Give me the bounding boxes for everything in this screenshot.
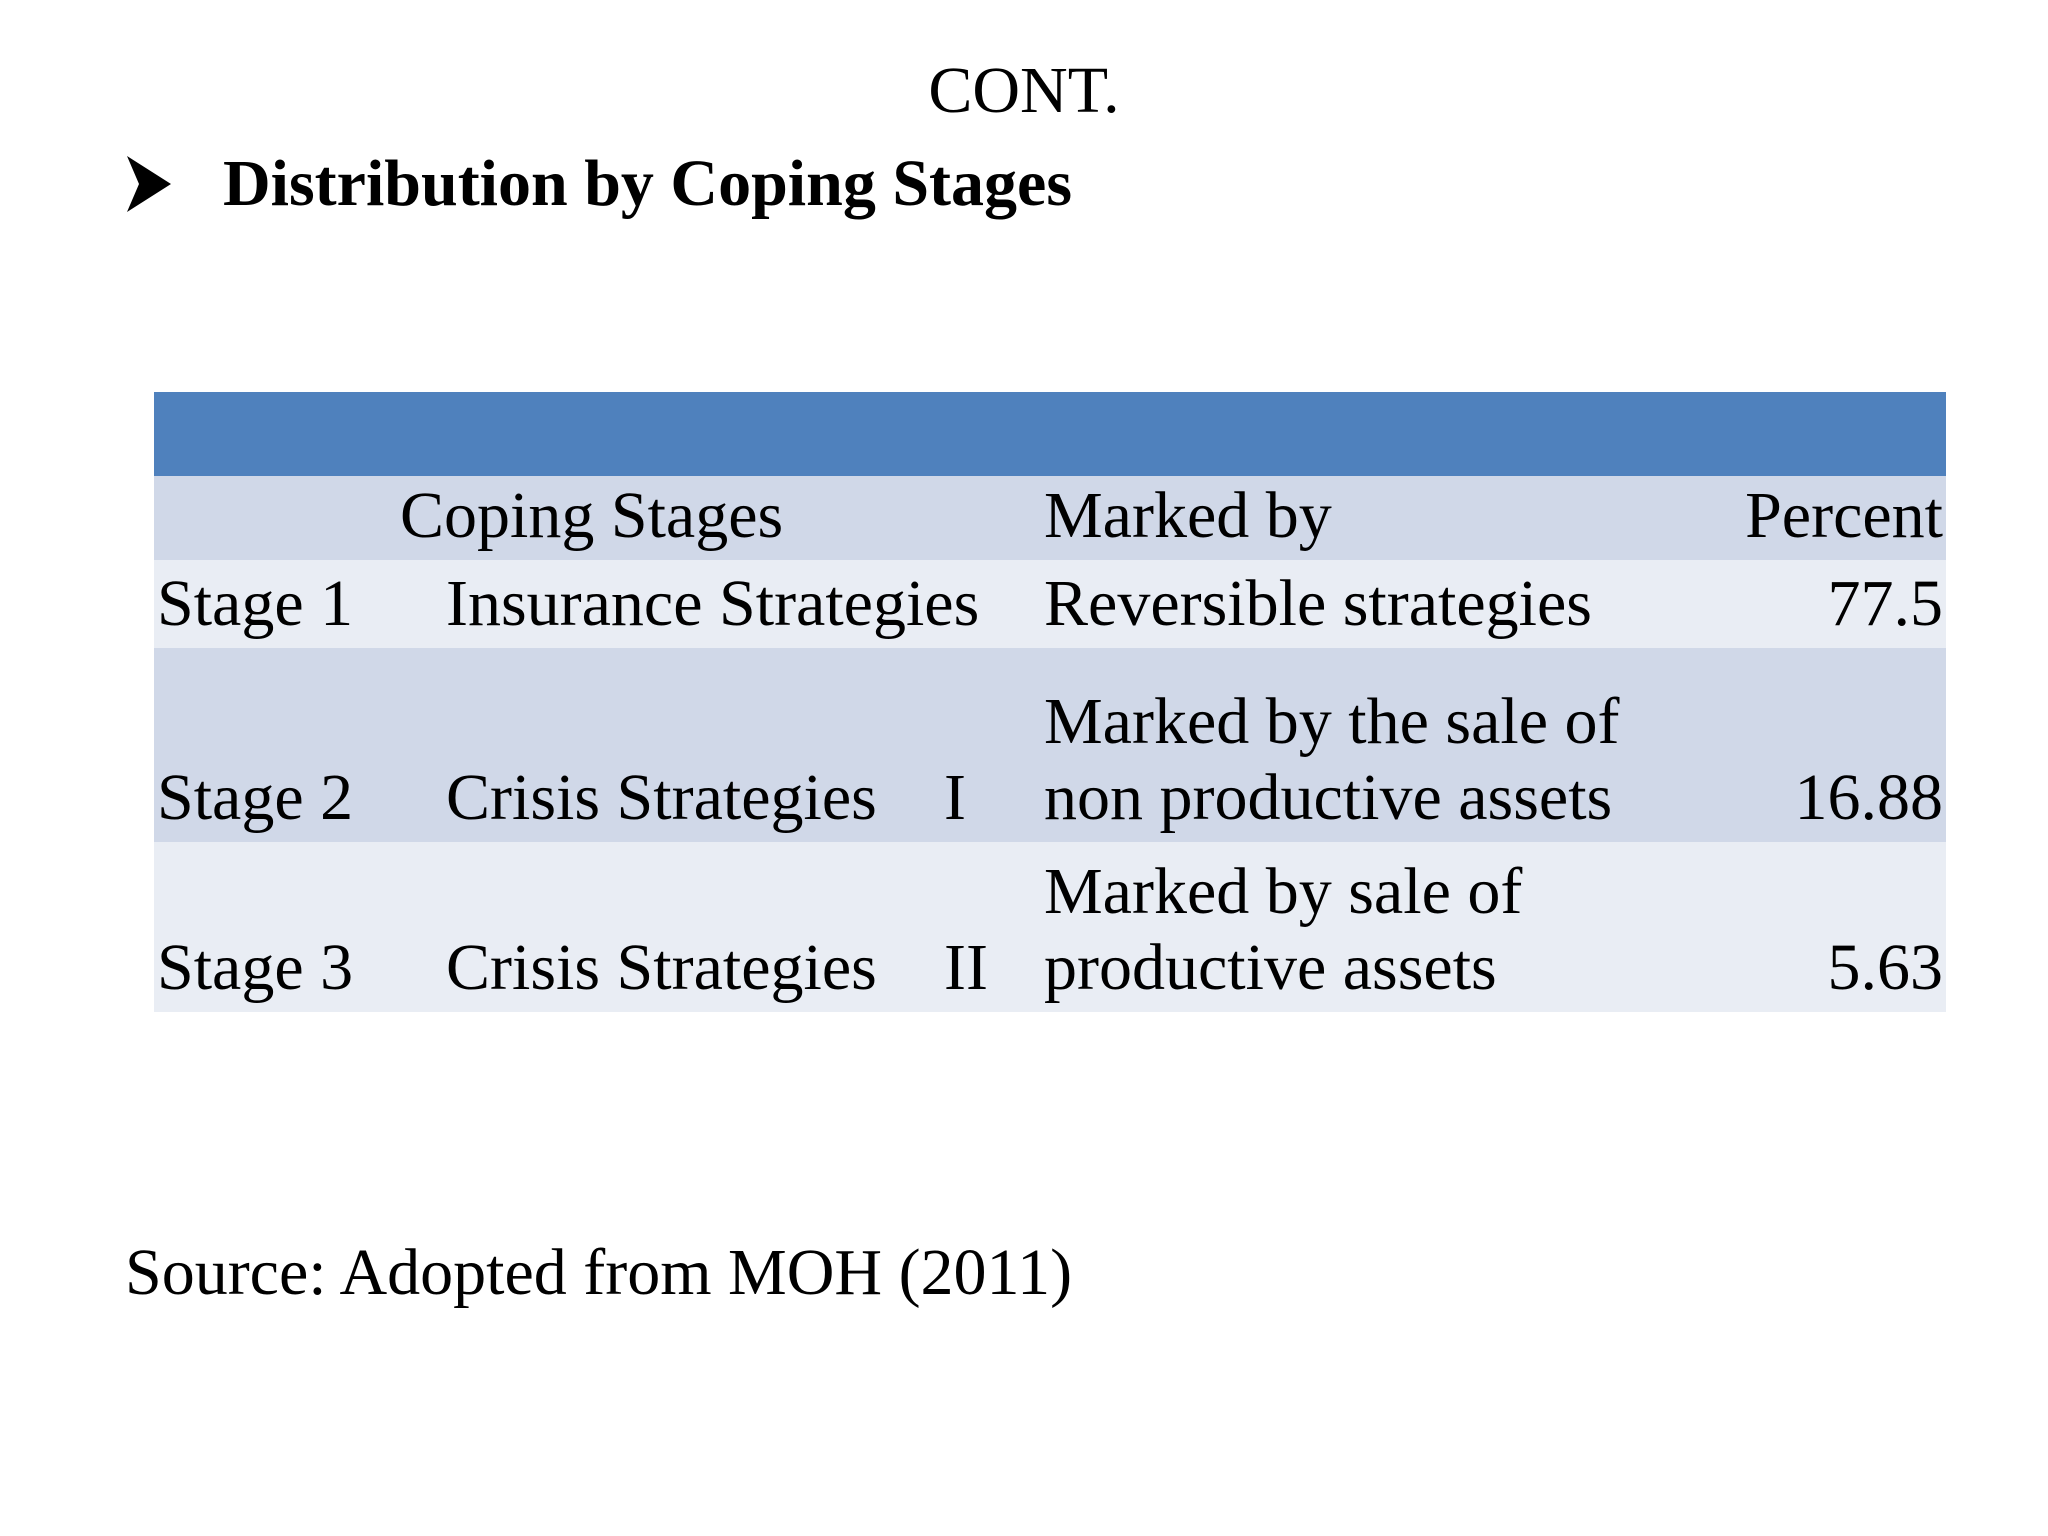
table-header-row [154, 476, 1946, 560]
percent-cell: 16.88 [1794, 761, 1943, 834]
column-header-percent: Percent [1745, 479, 1943, 552]
column-header-marked-by: Marked by [1044, 479, 1332, 552]
strategy-cell: Insurance Strategies [446, 567, 980, 640]
coping-stages-table [154, 392, 1946, 1012]
stage-cell: Stage 3 [157, 931, 354, 1004]
column-header-coping-stages: Coping Stages [400, 479, 784, 552]
arrow-bullet-icon [125, 154, 173, 214]
source-citation: Source: Adopted from MOH (2011) [125, 1236, 1073, 1309]
strategy-cell: Crisis Strategies [446, 761, 877, 834]
percent-cell: 77.5 [1827, 567, 1943, 640]
slide-title: CONT. [928, 54, 1120, 127]
table-row [154, 842, 1946, 1012]
strategy-level-cell: I [944, 761, 966, 834]
marked-by-cell: Reversible strategies [1044, 567, 1592, 640]
table-row [154, 648, 1946, 842]
section-heading [125, 145, 1072, 223]
marked-by-cell-line-2: non productive assets [1044, 761, 1613, 834]
stage-cell: Stage 2 [157, 761, 354, 834]
marked-by-cell-line-1: Marked by sale of [1044, 855, 1523, 928]
strategy-cell: Crisis Strategies [446, 931, 877, 1004]
table-header-band [154, 392, 1946, 476]
marked-by-cell-line-1: Marked by the sale of [1044, 685, 1620, 758]
percent-cell: 5.63 [1827, 931, 1943, 1004]
strategy-level-cell: II [944, 931, 988, 1004]
marked-by-cell-line-2: productive assets [1044, 931, 1497, 1004]
stage-cell: Stage 1 [157, 567, 354, 640]
table-row [154, 560, 1946, 648]
section-heading-text: Distribution by Coping Stages [223, 147, 1073, 220]
